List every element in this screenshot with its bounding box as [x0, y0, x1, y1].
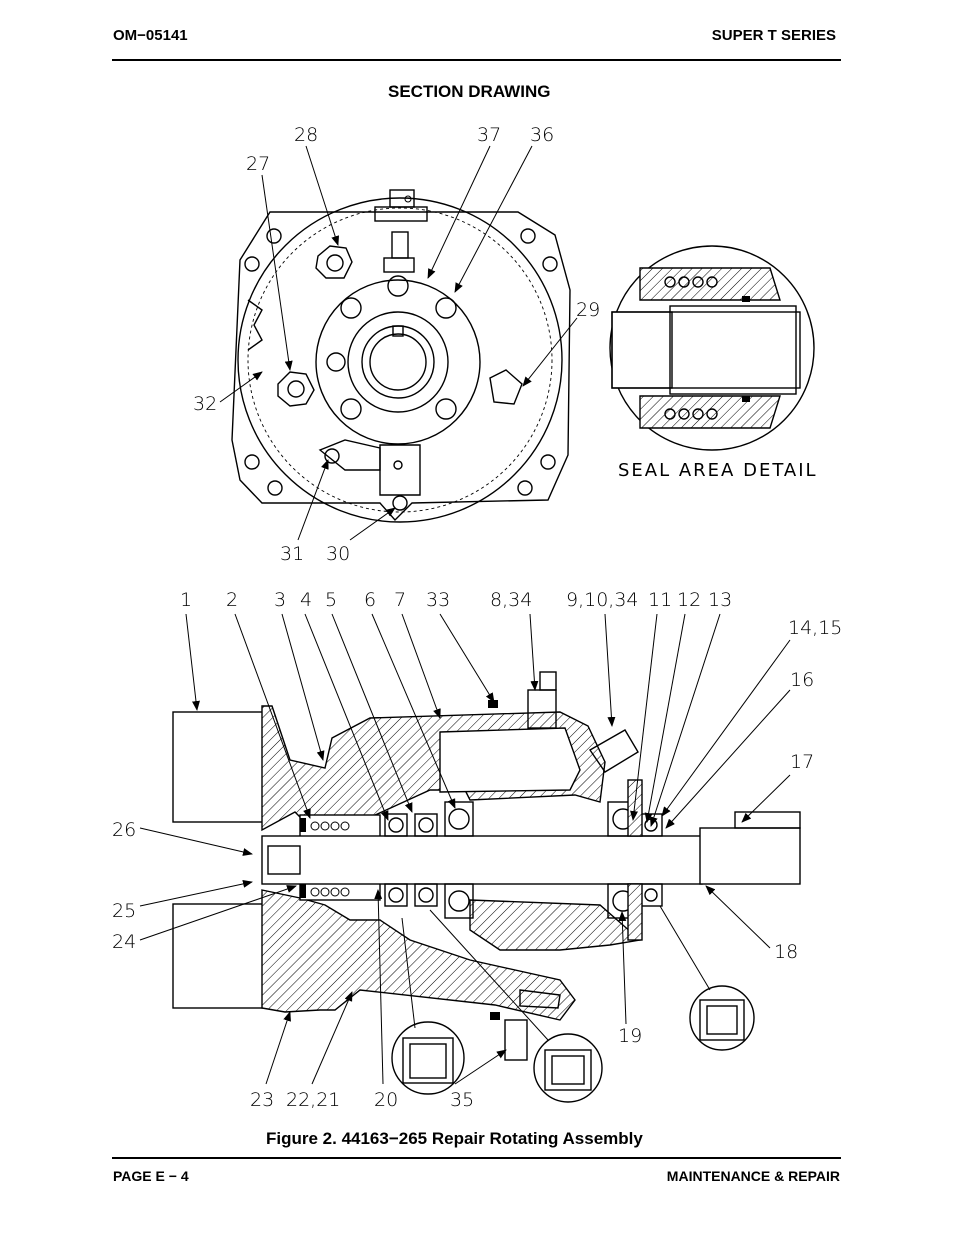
callout-33: 33	[426, 589, 451, 611]
callout-16: 16	[790, 669, 815, 691]
callout-12: 12	[677, 589, 702, 611]
callout-26: 26	[112, 819, 137, 841]
callout-23: 23	[250, 1089, 275, 1111]
callout-35: 35	[450, 1089, 475, 1111]
callout-18: 18	[774, 941, 799, 963]
section-title: SECTION DRAWING	[388, 82, 551, 101]
callout-6: 6	[364, 589, 377, 611]
callout-28: 28	[294, 124, 319, 146]
callout-37: 37	[477, 124, 502, 146]
callout-30: 30	[326, 543, 351, 565]
callout-17: 17	[790, 751, 815, 773]
section-name: MAINTENANCE & REPAIR	[666, 1168, 840, 1184]
callout-7: 7	[394, 589, 407, 611]
seal-detail-label: SEAL AREA DETAIL	[618, 460, 818, 481]
figure-caption: Figure 2. 44163−265 Repair Rotating Assembly	[266, 1129, 643, 1148]
document-number: OM−05141	[113, 27, 188, 44]
callout-5: 5	[325, 589, 338, 611]
callout-2: 2	[226, 589, 239, 611]
page-number: PAGE E − 4	[113, 1168, 189, 1184]
callout-27: 27	[246, 153, 271, 175]
callout-3: 3	[274, 589, 287, 611]
callout-8-34: 8,34	[490, 589, 533, 611]
callout-11: 11	[648, 589, 673, 611]
callout-29: 29	[576, 299, 601, 321]
callout-13: 13	[708, 589, 733, 611]
series-title: SUPER T SERIES	[711, 27, 836, 44]
footer-rule	[112, 1157, 841, 1159]
callout-14-15: 14,15	[788, 617, 843, 639]
callout-1: 1	[180, 589, 193, 611]
callout-36: 36	[530, 124, 555, 146]
end-view	[232, 190, 570, 522]
callout-24: 24	[112, 931, 137, 953]
callout-22-21: 22,21	[286, 1089, 341, 1111]
callout-20: 20	[374, 1089, 399, 1111]
callout-25: 25	[112, 900, 137, 922]
callout-4: 4	[300, 589, 313, 611]
section-view	[173, 672, 800, 1102]
callout-31: 31	[280, 543, 305, 565]
callout-32: 32	[193, 393, 218, 415]
seal-area-detail	[610, 246, 814, 450]
callout-9-10-34: 9,10,34	[566, 589, 639, 611]
callout-19: 19	[618, 1025, 643, 1047]
